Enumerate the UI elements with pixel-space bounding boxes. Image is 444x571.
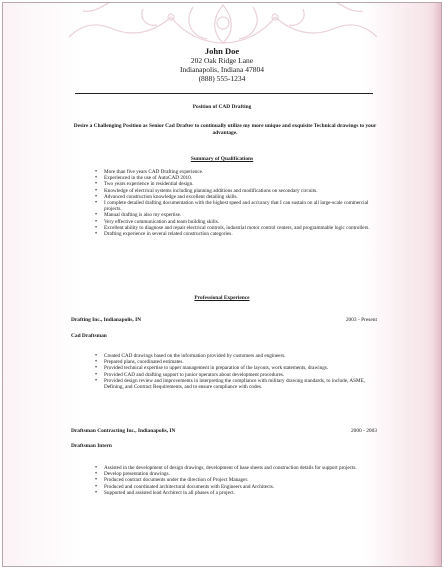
list-item: • Produced contract documents under the direction of Project Manager. xyxy=(95,477,377,483)
list-item: • Manual drafting is also my expertise. xyxy=(95,212,377,218)
list-item: • Produced and coordinated architectural documents with Engineers and Architects. xyxy=(95,484,377,490)
list-item: • Prepared plans, coordinated estimates. xyxy=(95,359,377,365)
list-item: • Advanced construction knowledge and excellent detailing skills. xyxy=(95,194,377,200)
job-1-dates: 2003 - Present xyxy=(345,317,377,323)
job-1-duties xyxy=(95,353,377,390)
list-item: • Provided design review and improvements in interpreting the compliance with military drawing standards, to include, ASME, Defining, and Contract Requirements, and to ensure compliance with codes. xyxy=(95,378,377,390)
city-line: Indianapolis, Indiana 47804 xyxy=(180,65,264,74)
job-1-title: Cad Draftsman xyxy=(71,333,107,339)
list-item: • I complete detailed drafting documentation with the highest speed and accuracy that I can sustain on all large-scale commercial projects. xyxy=(95,200,377,212)
job-1-company: Drafting Inc., Indianapolis, IN xyxy=(71,317,142,323)
list-item: • Develop presentation drawings. xyxy=(95,471,377,477)
applicant-name: John Doe xyxy=(204,46,240,56)
list-item: • Knowledge of electrical systems including planning additions and modifications on secondary circuits. xyxy=(95,188,377,194)
list-item: • Supported and assisted lead Architect in all phases of a project. xyxy=(95,490,377,496)
address-line: 202 Oak Ridge Lane xyxy=(190,56,254,65)
page-edge-shadow xyxy=(433,3,441,566)
resume-page xyxy=(2,2,442,567)
summary-list xyxy=(95,169,377,237)
list-item: • Created CAD drawings based on the information provided by customers and engineers. xyxy=(95,353,377,359)
job-2-header xyxy=(71,428,377,434)
list-item: • More than five years CAD Drafting experience. xyxy=(95,169,377,175)
list-item: • Assisted in the development of design drawings, development of base sheets and construction details for support projects. xyxy=(95,465,377,471)
job-2-dates: 2000 - 2003 xyxy=(350,428,377,434)
job-1-header xyxy=(71,317,377,323)
experience-title: Professional Experience xyxy=(194,295,250,301)
list-item: • Excellent ability to diagnose and repair electrical controls, industrial motor control centers, and programmable logic controllers. xyxy=(95,225,377,231)
list-item: • Two years experience in residential design. xyxy=(95,181,377,187)
header-divider xyxy=(75,93,373,94)
summary-title: Summary of Qualifications xyxy=(190,156,254,162)
objective-statement: Desire a Challenging Position as Senior Cad Drafter to continually utilize my more unique and exquisite Technical drawings to your advantage. xyxy=(73,123,377,136)
list-item: • Very effective communication and team building skills. xyxy=(95,219,377,225)
position-label: Position of CAD Drafting xyxy=(192,104,252,110)
list-item: • Provided CAD and drafting support to junior operators about development procedures. xyxy=(95,372,377,378)
job-2-title: Draftsman Intern xyxy=(71,443,112,449)
job-2-duties xyxy=(95,465,377,496)
phone-line: (888) 555-1234 xyxy=(198,74,246,83)
list-item: • Provided technical expertise to upper management in preparation of the layouts, work statements, drawings. xyxy=(95,365,377,371)
list-item: • Experienced in the use of AutoCAD 2010. xyxy=(95,175,377,181)
job-2-company: Draftsman Contracting Inc., Indianapolis, IN xyxy=(71,428,176,434)
list-item: • Drafting experience in several related construction categories. xyxy=(95,231,377,237)
contact-header xyxy=(3,47,441,83)
